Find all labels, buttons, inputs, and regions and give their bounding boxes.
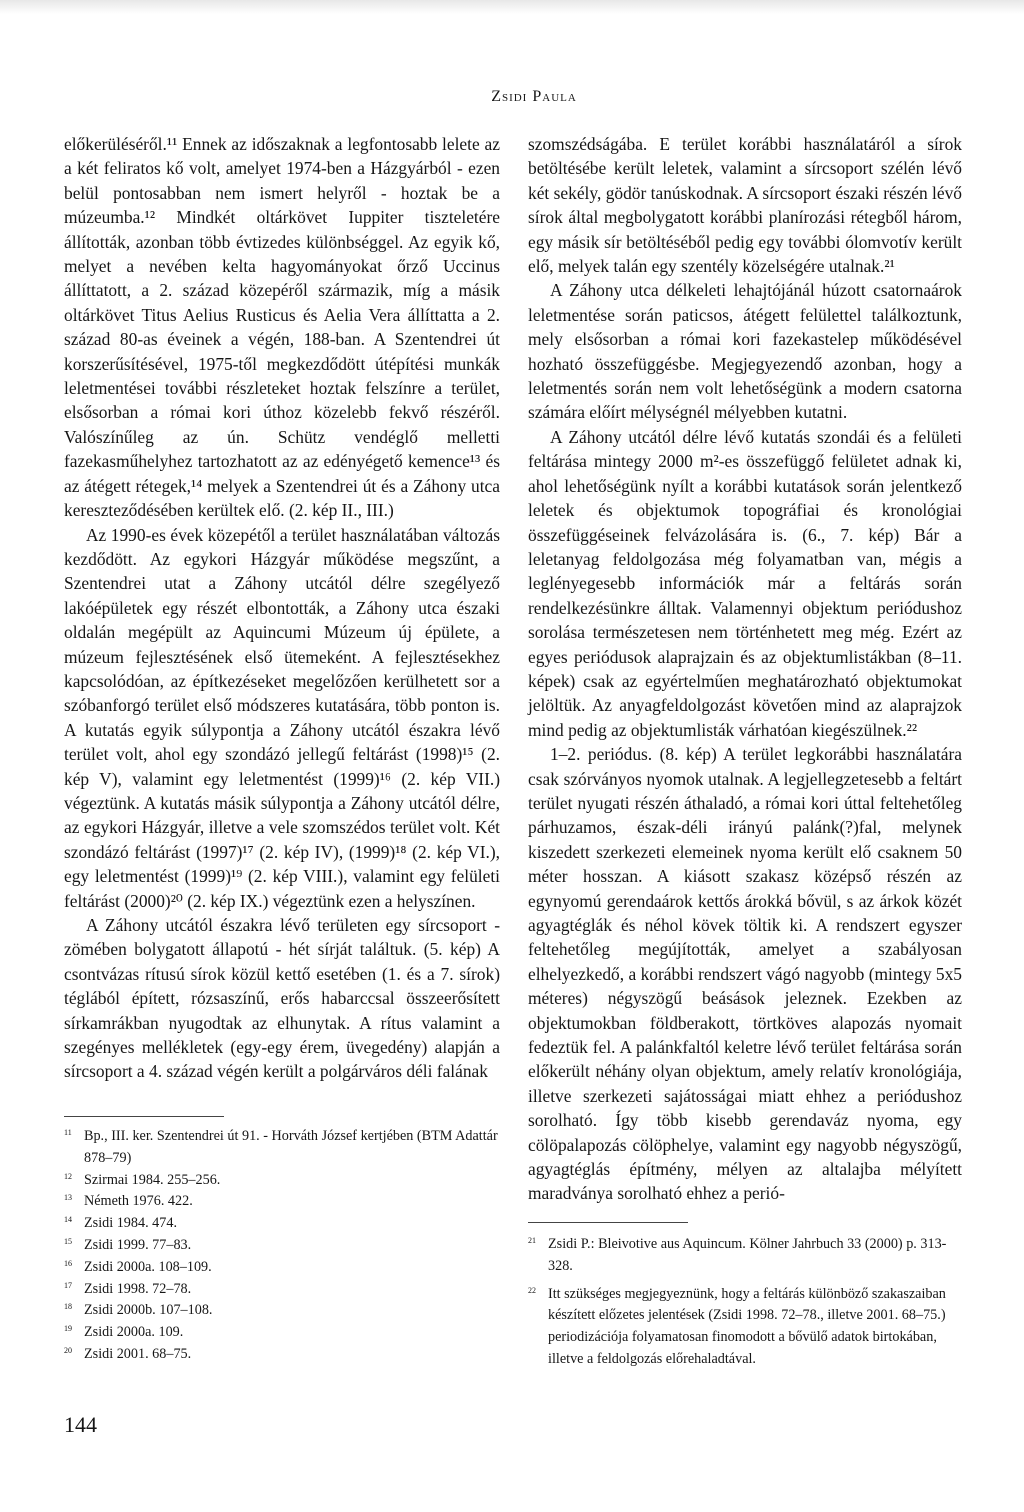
footnote-number: 11 — [64, 1128, 72, 1137]
footnote-text: Zsidi 2000a. 109. — [84, 1324, 184, 1341]
footnotes-right — [528, 1234, 962, 1377]
footnote — [64, 1235, 500, 1257]
footnote-number: 14 — [64, 1215, 72, 1225]
paragraph: A Záhony utcától északra lévő területen egy sírcsoport - zömében bolygatott állapotú - hét sírját találtuk. (5. kép) A csontvázas rítusú sírok közül kettő esetében (1. és a 7. sírok) téglából épített, rózsaszínű, erős habarccsal összeerősített sírkamrákban nyugodtak az elhunytak. A rítus valamint a szegényes mellékletek (egy-egy érem, üvegedény) alapján a sírcsoport a 4. század végén került a polgárváros déli falának — [64, 915, 500, 1082]
footnotes-left — [64, 1126, 500, 1366]
footnote-text: Zsidi 2000b. 107–108. — [84, 1302, 213, 1319]
footnote-number: 18 — [64, 1302, 72, 1312]
left-column — [64, 132, 500, 1084]
footnote — [64, 1300, 500, 1322]
footnote-number: 12 — [64, 1171, 72, 1181]
footnote-number: 13 — [64, 1193, 72, 1203]
paragraph: A Záhony utca délkeleti lehajtójánál húzott csatornaárok leletmentése során paticsos, átégett felülettel találkoztunk, mely elsősorban a római kori fazekastelep működésével hozható összefüggésbe. Megjegyezendő azonban, hogy a leletmentés során nem volt lehetőségünk a modern csatorna számára előírt mélységnél mélyebben kutatni. — [528, 280, 962, 423]
footnote-text: Zsidi P.: Bleivotive aus Aquincum. Kölner Jahrbuch 33 (2000) p. 313-328. — [548, 1236, 947, 1274]
footnote-text: Zsidi 1999. 77–83. — [84, 1236, 192, 1253]
footnote — [528, 1284, 962, 1371]
right-column — [528, 132, 962, 1206]
footnote-number: 16 — [64, 1258, 72, 1268]
paragraph: szomszédságába. E terület korábbi használatáról a sírok betöltésébe került leletek, valamint a sírcsoport szélén lévő két sekély, gödör tanúskodnak. A sírcsoport északi részén lévő sírok által megbolygatott korábbi planírozási rétegből három, egy másik sír betöltéséből pedig egy további ólomvotív került elő, melyek talán egy szentély közelségére utalnak.²¹ — [528, 134, 962, 277]
footnote — [64, 1170, 500, 1192]
footnote — [64, 1213, 500, 1235]
footnote-text: Szirmai 1984. 255–256. — [84, 1171, 221, 1188]
footnote-number: 19 — [64, 1324, 72, 1334]
paragraph: 1–2. periódus. (8. kép) A terület legkorábbi használatára csak szórványos nyomok utalnak. A legjellegzetesebb a feltárt terület nyugati részén áthaladó, a római kori úttal feltehetőleg párhuzamos, észak-déli irányú palánk(?)fal, melynek kiszedett szerkezeti elemeinek nyoma került elő csaknem 50 méter hosszan. A kiásott szakasz középső részén az egynyomú gerendaárok kettős árokká bővül, s az árkok közét agyagtéglák és néhol kövek töltik ki. A rendszert egyszer feltehetőleg megújították, amelyet a szabályosan elhelyezkedő, a korábbi rendszert vágó nagyobb (mintegy 5x5 méteres) négyszögű beásások jeleznek. Ezekben az objektumokban földberakott, törtköves alapozás nyomait fedeztük fel. A palánkfaltól keletre lévő terület feltárása során előkerült néhány olyan objektum, amely relatív kronológiája, illetve szerkezeti sajátosságai miatt ehhez a periódushoz sorolható. Így több kisebb gerendaváz nyoma, egy cölöpalapozás cölöphelye, valamint egy nagyobb négyszögű, agyagtéglás építmény, mélyen az altalajba mélyített maradványa sorolható ehhez a perió- — [528, 744, 962, 1204]
footnote-text: Zsidi 1998. 72–78. — [84, 1280, 192, 1297]
footnote — [64, 1322, 500, 1344]
footnote-divider — [64, 1116, 224, 1117]
footnote-number: 20 — [64, 1345, 72, 1355]
footnote — [64, 1191, 500, 1213]
footnote-text: Zsidi 2001. 68–75. — [84, 1345, 192, 1362]
footnote-number: 15 — [64, 1236, 72, 1246]
footnote-divider — [528, 1222, 688, 1223]
page-number: 144 — [64, 1412, 97, 1437]
footnote-text: Zsidi 2000a. 108–109. — [84, 1258, 212, 1275]
paragraph: előkerüléséről.¹¹ Ennek az időszaknak a legfontosabb lelete az a két feliratos kő volt, amelyet 1974-ben a Házgyárból - ezen belül pontosabban nem ismert helyről - hoztak be a múzeumba.¹² Mindkét oltárkövet Iuppiter tiszteletére állították, azonban több évtizedes különbséggel. Az egyik kő, melyet a nevében kelta hagyományokat őrző Uccinus állíttatott, a 2. század közepéről származik, míg a másik oltárkövet Titus Aelius Rusticus és Aelia Vera állíttatta a 2. század 80-as éveinek a végén, 188-ban. A Szentendrei út korszerűsítésével, 1975-től megkezdődött útépítési munkák leletmentései további részleteket hoztak felszínre a terület, elsősorban a római kori úthoz közelebb fekvő részéről. Valószínűleg az ún. Schütz vendéglő melletti fazekasműhelyhez tartozhatott az az edényégető kemence¹³ és az átégett rétegek,¹⁴ melyek a Szentendrei út és a Záhony utca kereszteződésében kerültek elő. (2. kép II., III.) — [64, 134, 500, 521]
paragraph: Az 1990-es évek közepétől a terület használatában változás kezdődött. Az egykori Házgyár működése megszűnt, a Szentendrei utat a Záhony utcától délre szegélyező lakóépületek egy részét elbontották, a Záhony utca északi oldalán megépült az Aquincumi Múzeum új épülete, a múzeum fejlesztésének első ütemeként. A fejlesztésekhez kapcsolódóan, az építkezéseket megelőzően kerülhetett sor a szóbanforgó terület első módszeres kutatására, több ponton is. A kutatás egyik súlypontja a Záhony utcától északra lévő terület volt, ahol egy szondázó jellegű feltárást (1998)¹⁵ (2. kép V), valamint egy leletmentést (1999)¹⁶ (2. kép VII.) végeztünk. A kutatás másik súlypontja a Záhony utcától délre, az egykori Házgyár, illetve a vele szomszédos terület volt. Két szondázó feltárást (1997)¹⁷ (2. kép IV), (1999)¹⁸ (2. kép VI.), egy leletmentést (1999)¹⁹ (2. kép VIII.), valamint egy felületi feltárást (2000)²⁰ (2. kép IX.) végeztünk ezen a helyszínen. — [64, 524, 500, 911]
footnote — [64, 1257, 500, 1279]
footnote — [64, 1126, 500, 1170]
footnote-text: Bp., III. ker. Szentendrei út 91. - Horváth József kertjében (BTM Adattár 878–79) — [84, 1128, 498, 1166]
footnote-text: Németh 1976. 422. — [84, 1193, 193, 1210]
footnote-number: 21 — [528, 1236, 536, 1245]
footnote — [64, 1279, 500, 1301]
footnote — [528, 1234, 962, 1278]
paragraph: A Záhony utcától délre lévő kutatás szondái és a felületi feltárása mintegy 2000 m²-es összefüggő felületet adnak ki, ahol lehetőségünk nyílt a korábbi kutatások során jelentkező leletek és objektumok topográfiai és kronológiai összefüggéseinek felvázolására is. (6., 7. kép) Bár a leletanyag feldolgozása még folyamatban van, mégis a leglényegesebb információk már a feltárás során rendelkezésünkre álltak. Valamennyi objektum periódushoz sorolása természetesen nem történhetett meg még. Ezért az egyes periódusok alaprajzain és az objektumlistákban (8–11. képek) csak az egyértelműen meghatározható objektumokat jelöltük. Az anyagfeldolgozást követően mind az alaprajzok mind pedig az objektumlisták várhatóan kiegészülnek.²² — [528, 426, 962, 740]
footnote-number: 17 — [64, 1280, 72, 1290]
scan-edge — [0, 0, 1024, 14]
footnote — [64, 1344, 500, 1366]
footnote-text: Zsidi 1984. 474. — [84, 1215, 178, 1232]
running-head: Zsidi Paula — [491, 88, 577, 105]
footnote-number: 22 — [528, 1285, 536, 1295]
footnote-text: Itt szükséges megjegyeznünk, hogy a feltárás különböző szakaszaiban készített előzetes jelentések (Zsidi 1998. 72–78., illetve 2001. 68–75.) periodizációja folyamatosan finomodott a bővülő adatok birtokában, illetve a feldolgozás előrehaladtával. — [548, 1285, 946, 1367]
